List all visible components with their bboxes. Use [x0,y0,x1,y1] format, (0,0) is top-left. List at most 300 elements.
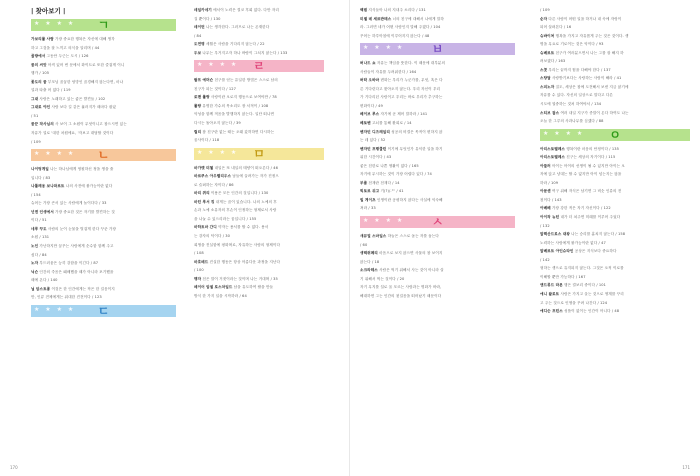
entry-author: 가보리를 사람 [31,37,54,41]
section-band-ieung [540,129,690,141]
index-entry [360,15,515,24]
index-entry [540,83,690,92]
index-entry [360,249,515,258]
entry-text: 고뇌를 통해 환희로 / 14 [370,121,412,126]
band-letter: ㄹ [253,59,265,74]
index-entry [194,128,324,137]
entry-text: 려보겠다 / 163 [540,59,566,64]
entry-text: 방식 한 가지 일을 시작하라 / 64 [194,293,247,298]
index-entry [360,145,515,154]
entry-text: 여러 내일 지구가 종말이 온다 하여도 나는 [559,110,629,115]
entry-text: 내게는 꿈이 있습니다. 나의 노예의 후 [214,199,277,204]
entry-author: 버락 오바마 [360,78,380,83]
entry-list [360,6,515,40]
entry-text: 아이는 아이의 선생이 될 수 있지만 아이는 오 [550,163,625,168]
index-entry [194,223,324,232]
entry-text: 시도에 열중하는 것처 하여야서 / 134 [540,102,602,107]
decorative-stars-icon: ★ ★ ★ ★ [34,150,76,158]
entry-text: 변화이다 / 49 [360,103,383,108]
index-entry [31,61,176,70]
index-entry [360,68,515,77]
entry-author: 스탕달 [540,76,551,81]
index-entry [540,281,690,290]
entry-author: 마흐메드 [194,259,209,264]
index-entry [31,225,176,234]
index-entry [31,129,176,138]
entry-author: 아들러 [540,163,551,168]
entry-author: 슈베르트 [540,50,555,55]
index-entry [360,6,515,15]
entry-text: 우리는 끝까지 힘을 다해야 한다 / 137 [547,67,611,72]
entry-author: 도연명 [194,42,205,47]
entry-author: 버나드 쇼 [360,61,376,66]
index-entry [360,119,515,128]
entry-text: 사람들이 자유를 두려워한다 / 164 [360,69,417,74]
entry-text: 자유를 수 있다. 자신의 일상으로 말다고 다른 [540,93,613,98]
index-entry [194,49,324,58]
entry-author: 애디슨 프린스 [540,309,563,314]
entry-author: 앤드류드 라몬 [540,283,563,288]
entry-author: 미셸 데 세르반테스 [360,16,392,21]
index-entry [540,162,690,171]
entry-text: 지식들아 나의 지내주 소리다 / 131 [367,8,426,12]
entry-text: / 108 [194,251,204,256]
entry-author: 릴리 [194,129,202,134]
entry-text: 사랑은 노래하고 있는 좋은 발견들 / 102 [38,96,106,101]
left-column-2 [194,6,324,300]
entry-list [540,6,690,126]
entry-text: 손과 노예 소유자의 후손이 인정하는 형제로서 사랑 [194,208,277,213]
index-entry [360,241,515,250]
index-entry [194,102,324,111]
entry-author: 애니 왈로트 [540,291,560,296]
entry-text: 여구 위해 자식은 남기면 그 비슷 인류의 전 [550,189,622,194]
entry-author: 나이팅게일 [31,167,49,172]
index-entry [31,165,176,174]
entry-author: 마하트마 간디 [194,225,217,230]
section-band-giyeok [31,19,176,31]
index-entry [194,283,324,292]
entry-list [194,164,324,301]
entry-text: 명을 무요로 기로이는 것은 악이다 / 93 [540,42,604,47]
entry-text: 위한 시간이다 / 43 [360,155,392,160]
index-entry [360,136,515,145]
index-entry [540,299,690,308]
index-entry [540,57,690,66]
entry-text: 나는 생각한다. 그러므로 나는 존재한다 [204,25,270,30]
entry-text: 부드러움은 능히 강함을 이긴다 / 87 [38,261,99,266]
entry-author: 빅토르 위고 [360,189,380,194]
index-entry [194,40,324,49]
entry-text: 천은 말이 거짓이라는 것이며 나는 거대며 / 35 [201,276,278,281]
entry-author: 빌 게이츠 [360,197,376,202]
entry-text: 져라 / 33 [360,206,376,211]
entry-text: 해대하면 그는 인간의 첫걸음을 떠어났기 때문이다 [360,293,442,298]
index-entry [194,76,324,85]
entry-text: 진실한 행동은 항상 아름다운 과정을 지난다 [208,259,281,264]
index-entry [360,204,515,213]
entry-text: 나무는 우거지고자 하나 바람이 그치지 않는다 / 133 [201,50,288,55]
entry-author: 두보 [194,50,202,55]
index-entry [360,32,515,41]
index-entry [360,266,515,275]
entry-text: 는 강자의 덕이다 / 30 [194,234,231,239]
index-entry [540,247,690,256]
index-entry [194,232,324,241]
entry-author: 베이브 루스 [360,112,380,117]
entry-text: 이것은 한 인간에게는 작은 한 걸음이지 [50,286,115,291]
entry-list [194,76,324,144]
entry-text: / 60 [360,242,368,247]
index-entry [360,153,515,162]
section-band-bieup [360,43,515,55]
entry-text: 만, 인류 전체에게는 위대한 진전이다 / 123 [31,295,102,300]
entry-author: 맹자 [194,276,202,281]
entry-author: 마틴 루서 킹 [194,199,215,204]
entry-author: 마르쿠스 아우렐리우스 [194,174,232,179]
index-entry [31,191,176,200]
right-column-1 [360,6,515,300]
entry-author: 네루 꾸도 [31,226,47,231]
entry-text: 른 기다린다고 찾아오지 않는다. 우리 자신이 우리 [360,86,441,91]
entry-text: 가장 강한 적은 자기 자신이다 / 122 [550,206,611,211]
entry-author: 메이어 암셀 로스차일드 [194,285,233,290]
entry-text: 고 주는 것으로 인생을 꾸려 나간다 / 124 [540,300,608,305]
entry-author: 노인 [31,244,39,249]
entry-text: 다른 사람이 어떤 일을 하거나 내 속에 자랑이 [547,16,622,21]
entry-text: 나는 하나님에게 영원하신 정을 생을 줄 [48,167,114,172]
entry-text: 나는 승리를 훔치지 않는다 / 158 [569,232,626,237]
right-page [350,0,700,476]
index-entry [540,66,690,75]
index-entry [360,76,515,85]
entry-text: 사랑 보다 길 같은 흘러지가 때마다 잡았 [50,105,117,110]
entry-text: 입니다 / 83 [31,175,51,180]
entry-list [360,59,515,213]
index-entry [540,204,690,213]
band-letter: ㅁ [253,146,265,161]
entry-text: 사랑받기보다는 사랑하는 사람이 해라 / 41 [550,76,622,81]
band-letter: ㅇ [609,127,621,142]
entry-text: 때에 온다 / 140 [31,278,58,283]
index-entry [360,292,515,301]
entry-text: 친구가 되는 것이다 / 127 [194,86,237,91]
entry-text: 세월은 사람을 기다리지 않는다 / 22 [204,42,265,47]
entry-text: 친구는 세상의 자기이다 / 115 [565,155,616,160]
section-band-siot [360,216,515,228]
entry-author: 꿈꾼 작사님의 [31,122,54,127]
decorative-stars-icon: ★ ★ ★ ★ [363,217,405,225]
entry-author: 부룸 [360,180,368,185]
index-entry [360,110,515,119]
entry-text: 가난하지만 꿈꾸는 사람에게 순수함 함께 주고 [38,244,114,249]
entry-text: 이해할 뿐만 가능하다 / 167 [540,274,586,279]
entry-author: 생텍쥐페리 [360,251,378,256]
entry-author: 슈바이처 [540,33,555,38]
section-band-digeut [31,305,176,317]
entry-author: 아베베 [540,206,551,211]
index-entry [360,170,515,179]
entry-author: 마리 퀴리 [194,191,210,196]
index-entry [194,249,324,258]
entry-text: 행은 결보리 중이다 / 101 [562,283,607,288]
band-letter: ㄷ [97,303,110,318]
entry-author: 데이먼 [194,25,205,30]
decorative-stars-icon: ★ ★ ★ ★ [363,44,405,52]
entry-text: / 109 [31,139,41,144]
entry-text: 자유가 얼로 '대한 차원에요, '자보고 대답할 것이다 [31,131,114,136]
entry-text: 행복을 가지고 자유롭게 주는 것은 것이다. 생 [554,33,629,38]
entry-list [31,35,176,146]
band-letter: ㄴ [97,148,110,163]
index-entry [540,6,690,15]
index-entry [31,276,176,285]
index-entry [31,242,176,251]
index-entry [360,102,515,111]
entry-author: 새뮤얼 스마일스 [360,234,387,239]
entry-author: 마가렛 미첼 [194,165,214,170]
entry-text: 자기에 무시하는 것이 가장 어렵다 있다 / 74 [360,172,432,177]
entry-text: 마음으로 보지 않으면 사물의 참 보이지 [377,251,443,256]
index-entry [540,74,690,83]
index-entry [540,117,690,126]
index-entry [540,91,690,100]
entry-author: 아리스토텔레스 [540,155,566,160]
decorative-stars-icon: ★ ★ ★ ★ [34,305,76,313]
entry-text: 사랑이란 오로지 행동으로 보여야만 / 78 [209,95,277,100]
entry-text: 질도, 세상은 참에 도전해서 보낸 지금 않기에 [554,84,629,89]
index-entry [31,112,176,121]
entry-text: 행복이란 마음의 안정이다 / 135 [565,146,619,151]
entry-author: 나폴레옹 보나파르트 [31,184,65,189]
entry-text: 얼과 타출 어 없다 / 119 [31,88,71,93]
band-letter: ㄱ [97,18,110,32]
entry-text: 자기 무지를 설로 올 모르는 사람과는 명화가 바라, [360,285,442,290]
index-entry [194,23,324,32]
entry-text: / 154 [31,192,41,197]
entry-text: 남들에 끌려가는 자가 진정으 [231,174,279,179]
entry-author: 데일카네기 [194,8,212,12]
index-entry [540,100,690,109]
index-entry [194,93,324,102]
entry-text: 기 위해서 먹는 것이다 / 20 [360,276,405,281]
entry-text: 가장 중요한 행복은 자신에 대해 생각 [53,37,115,41]
index-entry [360,179,515,188]
entry-author: 알베르트 아인슈타인 [540,249,574,254]
entry-author: 아리스토텔레스 [540,146,566,151]
entry-text: 약자는 용서를 할 수 없다. 용서 [216,225,269,230]
index-entry [540,239,690,248]
index-entry [360,196,515,205]
entry-text: 아직 있어 번 문에서 화이트로 또한 즐겁게 이니 [46,62,125,67]
entry-author: 골방에서 [31,54,46,59]
entry-text: 하고 그것을 잘 느끼고 의식을 알리며 / 44 [31,45,100,50]
index-entry [194,215,324,224]
entry-text: 가 기다리던 사람이고 우리는 바로 우리가 추구하는 [360,95,443,100]
entry-text: 노력하는 사람에게 불가능이란 없다 / 47 [540,240,606,245]
right-column-2 [540,6,690,316]
band-letter: ㅂ [431,42,444,57]
index-entry [31,174,176,183]
index-entry [194,110,324,119]
entry-text: 성공의 비결은 목적이 변하지 않 [389,129,443,134]
entry-list [31,165,176,302]
index-entry [540,196,690,205]
index-entry [540,49,690,58]
page-number: 170 [10,465,18,470]
index-entry [31,182,176,191]
index-entry [31,251,176,260]
index-entry [194,119,324,128]
entry-text: 이용은 모든 인간의 것입니다 / 130 [209,191,269,196]
decorative-stars-icon: ★ ★ ★ ★ [197,148,239,156]
index-entry [194,198,324,207]
entry-author: 롤랑 [194,103,202,108]
index-entry [540,264,690,273]
index-entry [31,103,176,112]
entry-text: 친구가 여러분으면서 나는 그를 잘 해지 하 [554,50,624,55]
index-entry [360,85,515,94]
section-band-mieum [194,148,324,160]
entry-text: 사 보이 그 소원이 무엇이니고 참으시면 있는 [53,122,127,127]
index-entry [31,86,176,95]
index-entry [194,15,324,24]
index-entry [194,6,324,15]
entry-text: 사람은 가지고 올는 것으로 생계를 꾸리 [559,291,624,296]
entry-author: 순자 [540,16,548,21]
index-entry [194,136,324,145]
entry-text: 질 뿐이다 / 130 [194,16,221,21]
index-entry [540,230,690,239]
entry-text: 자에 앉고 냥대는 할 수 없지만 아이 넘는지는 않을 [540,172,622,177]
entry-text: 너의 친구에 대해서 나에게 말하 [391,16,444,21]
entry-text: 친구를 얻는 유일한 방법은 스스로 남의 [213,78,278,83]
entry-text: 되어 살펴본다 / 16 [540,25,572,30]
entry-author: 그대 [31,96,39,101]
index-entry [194,172,324,181]
index-entry [194,275,324,284]
entry-text: 에서이 노력은 결코 후회 없다. 다만 자리 [211,8,279,12]
index-entry [540,145,690,154]
index-entry [31,95,176,104]
entry-author: 벤자민 디즈레일리 [360,129,390,134]
index-entry [360,23,515,32]
index-entry [540,222,690,231]
section-band-rieul [194,60,324,72]
entry-text: 로 슬퍼하는 자이다 / 86 [194,182,234,187]
entry-text: 악성을 함께 적음을 발행하지 않는다. 일단 떠나면 [194,112,275,117]
index-entry [31,216,176,225]
index-entry [540,187,690,196]
index-entry [31,35,176,44]
index-title: | 찾아보기 | [31,7,66,15]
entry-text: 내일은 또 내일의 태양이 떠오른다 / 46 [213,165,278,170]
entry-text: 하늘은 스스로 돕는 자를 돕는다 [386,234,440,239]
entry-text: / 51 [31,113,39,118]
entry-author: 아이작 뉴턴 [540,215,560,220]
index-entry [31,208,176,217]
entry-text: 사람은 먹기 위해서 사는 것이 아니라 살 [377,268,444,273]
entry-text: 싶다 / 84 [31,252,47,257]
entry-text: / 109 [540,8,550,12]
entry-text: 형하는 생으로 유지되지 않는다. 그것은 오직 이로를 [540,266,624,271]
entry-text: 하라 / 109 [540,180,559,185]
index-entry [540,15,690,24]
entry-text: 행가 / 105 [31,71,50,76]
entry-text: 이다 / 51 [31,218,47,223]
entry-author: 그대로 야인 [31,105,51,110]
index-entry [194,181,324,190]
index-entry [540,40,690,49]
entry-author: 닉슨 [31,269,39,274]
entry-text: 슈어는 가장 큰서 있는 사람에게 놀이다다 / 33 [31,201,107,206]
index-entry [540,32,690,41]
entry-text: 좋은 친한로 나쁜 생활이 없다 / 165 [360,163,419,168]
band-letter: ㅅ [431,215,444,230]
entry-author: 꿈의 씨앗 [31,62,47,67]
index-entry [360,283,515,292]
entry-author: 스피노자 [540,84,555,89]
index-entry [31,69,176,78]
left-column-1 [31,6,176,321]
index-entry [540,170,690,179]
entry-text: 오늘 한 그루의 사과나무를 심겠다 / 88 [540,119,604,124]
index-entry [360,59,515,68]
index-entry [31,138,176,147]
index-entry [194,164,324,173]
entry-list [360,232,515,300]
entry-author: 스티브 잡스 [540,110,560,115]
decorative-stars-icon: ★ ★ ★ ★ [543,129,585,137]
entry-text: 공상은 지식보다 중요하다 [573,249,617,254]
index-entry [540,23,690,32]
index-entry [540,256,690,265]
index-entry [194,32,324,41]
entry-text: 남을 유도하여 팔을 만들 [232,285,274,290]
entry-list [540,145,690,316]
index-entry [540,179,690,188]
entry-text: 소원 / 131 [31,235,50,240]
index-entry [31,233,176,242]
entry-text: / 100 [194,268,204,273]
entry-text: 다시는 돌아오지 않는다 / 39 [194,121,241,126]
entry-author: 넌엔 인생에서 [31,209,54,214]
entry-author: 닐 암스트롱 [31,286,51,291]
entry-text: 첫이다 / 143 [540,197,562,202]
entry-text: 사람의 눈이 눈물을 벌겁게 한다 꾸준 가장 [46,226,117,231]
index-entry [194,206,324,215]
index-entry [31,78,176,87]
index-entry [31,293,176,302]
entry-text: 부모님 꿈꿈한 엉망인 꿈경해지 않는다면, 마나 [46,79,124,84]
index-entry [31,44,176,53]
entry-author: 아문센 [540,189,551,194]
entry-text: 을 나눌 수 있으리라는 꿈입니다 / 155 [194,216,257,221]
entry-author: 백범 [360,8,368,12]
index-entry [540,213,690,222]
entry-author: 알렉산드로스 대왕 [540,232,570,237]
entry-text: / 132 [540,223,550,228]
entry-list [194,6,324,57]
entry-author: 베토벤 [360,121,371,126]
decorative-stars-icon: ★ ★ ★ ★ [34,20,76,27]
entry-text: 천재란 천재다 / 14 [367,180,400,185]
entry-author: 소크라테스 [360,268,378,273]
entry-text: 자유는 책임을 뜻한다. 이 때문에 대부분의 [375,61,446,66]
index-entry [540,307,690,316]
entry-text: 가장 중요한 것은 자기를 발견하는 것 [53,209,115,214]
index-entry [540,273,690,282]
